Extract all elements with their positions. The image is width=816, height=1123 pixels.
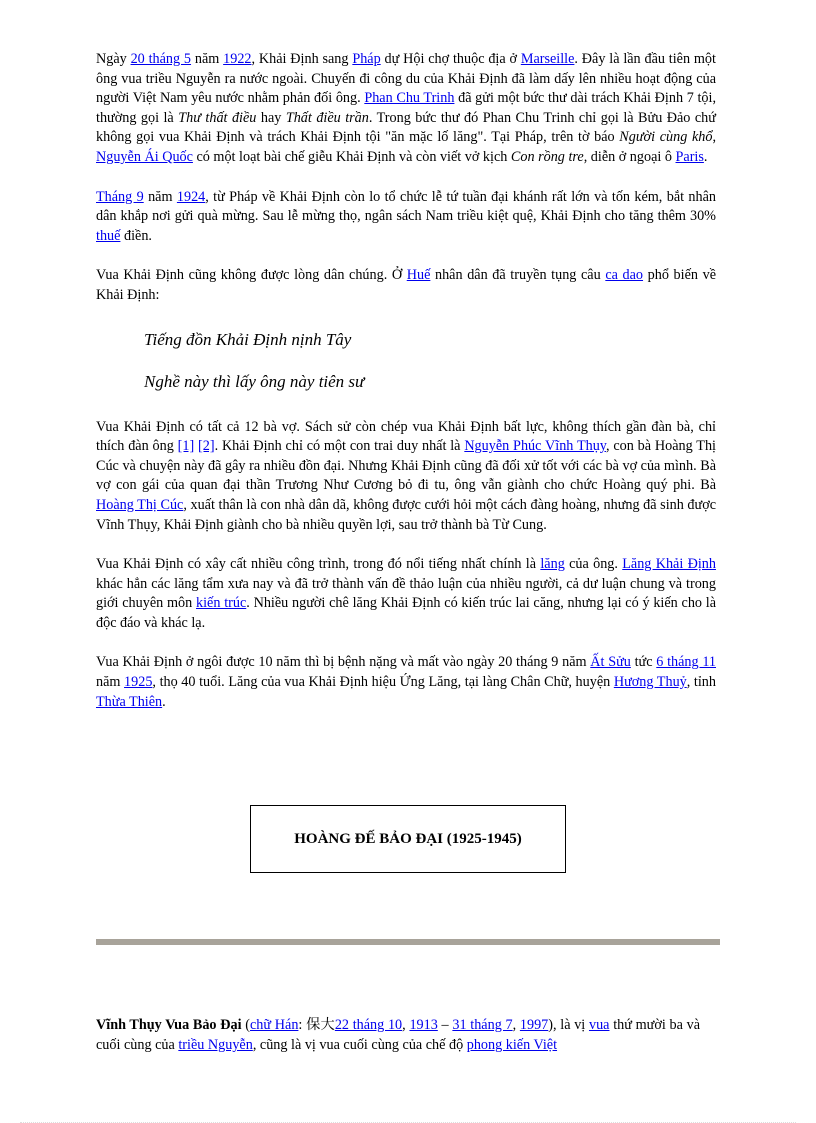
link[interactable]: 1922 — [223, 51, 252, 67]
text-run: . Khải Định chỉ có một con trai duy nhất là — [214, 438, 465, 455]
link[interactable]: Huế — [406, 267, 431, 284]
text-run: ( — [241, 1017, 250, 1033]
bold-text: Vĩnh Thụy Vua Bảo Đại — [96, 1017, 242, 1033]
verse-line-1: Tiếng đồn Khải Định nịnh Tây — [144, 329, 352, 349]
text-run: , diễn ở ngoại ô — [583, 148, 676, 165]
text-run: của ông. — [564, 556, 623, 573]
text-run: có một loạt bài chế giễu Khải Định và còn viết vở kịch — [192, 148, 511, 165]
link[interactable]: Nguyễn Ái Quốc — [96, 148, 193, 165]
link[interactable]: chữ Hán — [249, 1017, 299, 1033]
italic-text: Người cùng khổ — [619, 129, 713, 146]
text-run: dự Hội chợ thuộc địa ở — [380, 51, 521, 67]
italic-text: Thất điều trần — [285, 109, 369, 126]
horizontal-rule — [96, 939, 720, 945]
text-run: Vua Khải Định ở ngôi được 10 năm thì bị bệnh nặng và mất vào ngày 20 tháng 9 năm — [96, 654, 591, 671]
paragraph-khai-dinh-france — [96, 50, 716, 168]
link[interactable]: Lăng Khải Định — [622, 556, 716, 573]
italic-text: Thư thất điều — [178, 109, 257, 126]
text-run: Ngày — [96, 51, 131, 67]
text-run: điền. — [120, 227, 152, 244]
text-run: ), là vị — [548, 1017, 589, 1033]
link[interactable]: 1913 — [409, 1017, 438, 1033]
text-run: năm — [143, 188, 177, 205]
text-run: , xuất thân là con nhà dân dã, không được cưới hỏi một cách đàng hoàng, nhưng đã sinh được Vĩnh Thụy, Khải Định giành cho bà nhiều quyền lợi, sau trở thành bà Từ Cung. — [96, 496, 717, 533]
text-run: – — [437, 1017, 453, 1033]
link[interactable]: kiến trúc — [196, 595, 247, 612]
link[interactable]: phong kiến Việt — [466, 1037, 558, 1053]
link[interactable]: [1] — [177, 438, 195, 455]
italic-text: Con rồng tre — [510, 148, 584, 165]
text-run: , con bà Hoàng Thị Cúc và chuyện này đã gây ra nhiều đồn đại. Nhưng Khải Định cũng đã đối xử tốt với các bà vợ của mình. Bà vợ con gái của quan đại thần Trương Như Cương bỏ đi tu, ông vẫn giành cho chức Hoàng quý phi. Bà — [96, 438, 716, 494]
link[interactable]: Marseille — [520, 51, 575, 67]
text-run: tức — [630, 654, 657, 671]
text-run: khác hẳn các lăng tẩm xưa nay và đã trở thành vấn đề thảo luận của nhiều người, cả dư luận chung và trong giới chuyên môn — [96, 575, 716, 612]
text-run: thứ mười ba và cuối cùng của — [96, 1017, 701, 1053]
document-body — [96, 50, 716, 732]
text-run: , Khải Định sang — [251, 51, 353, 67]
paragraph-khai-dinh-birthday — [96, 188, 716, 247]
link[interactable]: 1924 — [176, 188, 206, 205]
link[interactable]: Thừa Thiên — [96, 693, 163, 710]
section-title: HOÀNG ĐẾ BẢO ĐẠI (1925-1945) — [294, 830, 522, 847]
link[interactable]: 1925 — [124, 674, 153, 691]
link[interactable]: 22 tháng 10 — [334, 1017, 403, 1033]
text-run: Vua Khải Định có xây cất nhiều công trình, trong đó nổi tiếng nhất chính là — [96, 556, 541, 573]
text-run: . Nhiều người chê lăng Khải Định có kiến trúc lai căng, nhưng lại có ý kiến cho là độc đáo và khác lạ. — [96, 595, 717, 631]
text-run: phổ biến về Khải Định: — [96, 267, 716, 303]
text-run: , — [512, 1017, 520, 1033]
link[interactable]: Paris — [675, 148, 704, 165]
section-title-box — [250, 805, 566, 873]
link[interactable]: 6 tháng 11 — [656, 654, 716, 671]
text-run: . Trong bức thư đó Phan Chu Trinh chỉ gọi là Bửu Đảo chứ không gọi vua Khải Định và trách Khải Định tội "ăn mặc lố lăng". Tại Pháp, trên tờ báo — [96, 109, 716, 146]
text-run: , từ Pháp về Khải Định còn lo tổ chức lễ tứ tuần đại khánh rất lớn và tốn kém, bắt nhân dân khắp nơi gửi quà mừng. Sau lễ mừng thọ, ngân sách Nam triều kiệt quệ, Khải Định cho tăng thêm 30% — [96, 188, 716, 225]
text-run: năm — [191, 51, 224, 67]
paragraph-khai-dinh-death — [96, 653, 716, 712]
text-run: , — [402, 1017, 410, 1033]
link[interactable]: vua — [588, 1017, 610, 1033]
paragraph-khai-dinh-wives — [96, 418, 716, 536]
text-run: . — [703, 148, 708, 165]
link[interactable]: thuế — [96, 227, 121, 244]
text-run: Vua Khải Định có tất cả 12 bà vợ. Sách sử còn chép vua Khải Định bất lực, không thích gần đàn bà, chỉ thích đàn ông — [96, 418, 716, 455]
link[interactable]: Hương Thuỷ — [613, 674, 687, 691]
text-run: , thọ 40 tuổi. Lăng của vua Khải Định hiệu Ứng Lăng, tại làng Chân Chữ, huyện — [152, 674, 614, 691]
paragraph-khai-dinh-folk — [96, 266, 716, 305]
link[interactable]: Pháp — [352, 51, 381, 67]
link[interactable]: ca dao — [605, 267, 644, 284]
text-run: . — [162, 693, 166, 710]
link[interactable]: Hoàng Thị Cúc — [96, 496, 184, 513]
link[interactable]: lăng — [540, 556, 565, 573]
link[interactable]: Phan Chu Trinh — [364, 90, 455, 107]
text-run: , tỉnh — [686, 674, 716, 691]
text-run: , cũng là vị vua cuối cùng của chế độ — [252, 1037, 467, 1053]
paragraph-khai-dinh-tomb — [96, 555, 716, 633]
paragraph-bao-dai-intro — [96, 1015, 700, 1055]
text-run: : 保大 — [298, 1017, 335, 1033]
link[interactable]: triều Nguyễn — [178, 1037, 253, 1053]
text-run: năm — [96, 674, 125, 691]
text-run: đã gửi một bức thư dài trách Khải Định 7 tội, thường gọi là — [96, 90, 716, 126]
verse-line-2: Nghề này thì lấy ông này tiên sư — [144, 371, 365, 391]
link[interactable]: Ất Sửu — [590, 654, 631, 671]
text-run: , — [712, 129, 716, 146]
link[interactable]: [2] — [198, 438, 215, 455]
link[interactable]: Tháng 9 — [96, 188, 144, 205]
link[interactable]: 20 tháng 5 — [130, 51, 192, 67]
text-run: Vua Khải Định cũng không được lòng dân chúng. Ở — [96, 267, 407, 284]
link[interactable]: Nguyễn Phúc Vĩnh Thụy — [464, 438, 606, 455]
link[interactable]: 31 tháng 7 — [452, 1017, 513, 1033]
text-run: nhân dân đã truyền tụng câu — [430, 267, 606, 284]
link[interactable]: 1997 — [519, 1017, 549, 1033]
text-run: . Đây là lần đầu tiên một ông vua triều Nguyễn ra nước ngoài. Chuyến đi công du của Khải Định đã làm dấy lên nhiều hoạt động của người Việt Nam yêu nước nhằm phản đối ông. — [96, 51, 716, 107]
text-run: hay — [256, 109, 286, 126]
